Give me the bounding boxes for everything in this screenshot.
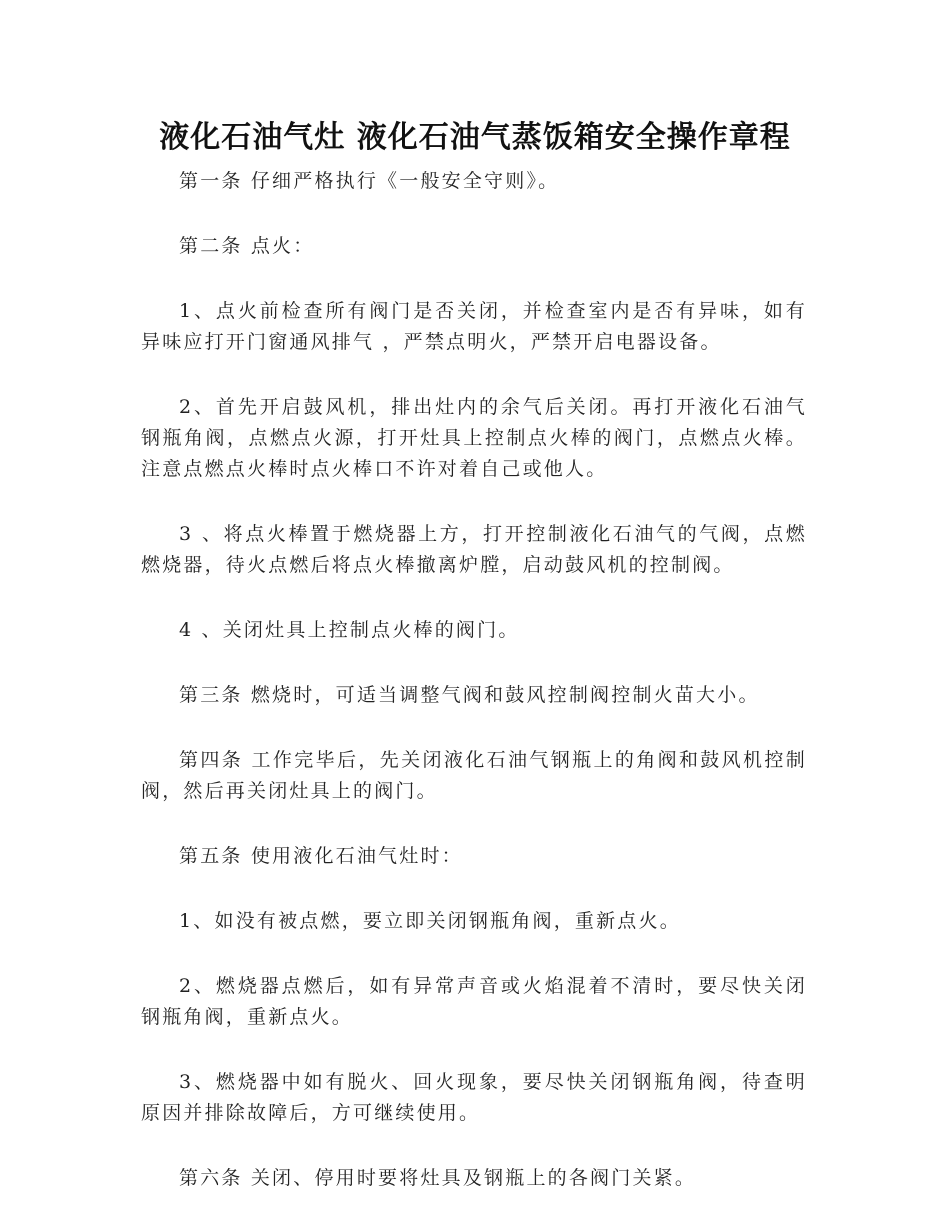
paragraph-article-5-item-3: 3、燃烧器中如有脱火、回火现象，要尽快关闭钢瓶角阀，待查明原因并排除故障后，方可继续使用。 bbox=[141, 1071, 807, 1124]
paragraph-article-5-item-2: 2、燃烧器点燃后，如有异常声音或火焰混着不清时，要尽快关闭钢瓶角阀，重新点火。 bbox=[141, 975, 807, 1028]
paragraph-article-2-item-1: 1、点火前检查所有阀门是否关闭，并检查室内是否有异味，如有异味应打开门窗通风排气 ，严禁点明火，严禁开启电器设备。 bbox=[141, 300, 807, 353]
paragraph-article-5: 第五条 使用液化石油气灶时： bbox=[179, 845, 463, 867]
paragraph-article-6: 第六条 关闭、停用时要将灶具及钢瓶上的各阀门关紧。 bbox=[179, 1167, 697, 1189]
document-title: 液化石油气灶 液化石油气蒸饭箱安全操作章程 bbox=[159, 120, 791, 155]
document-body bbox=[141, 166, 807, 1228]
paragraph-article-2-item-3: 3 、将点火棒置于燃烧器上方，打开控制液化石油气的气阀，点燃燃烧器，待火点燃后将点火棒撤离炉膛，启动鼓风机的控制阀。 bbox=[141, 523, 807, 576]
paragraph-article-3: 第三条 燃烧时，可适当调整气阀和鼓风控制阀控制火苗大小。 bbox=[179, 684, 760, 706]
paragraph-article-5-item-1: 1、如没有被点燃，要立即关闭钢瓶角阀，重新点火。 bbox=[179, 910, 681, 932]
paragraph-article-4: 第四条 工作完毕后，先关闭液化石油气钢瓶上的角阀和鼓风机控制阀，然后再关闭灶具上的阀门。 bbox=[141, 749, 807, 802]
paragraph-article-2-item-2: 2、首先开启鼓风机，排出灶内的余气后关闭。再打开液化石油气钢瓶角阀，点燃点火源，打开灶具上控制点火棒的阀门，点燃点火棒。注意点燃点火棒时点火棒口不许对着自己或他人。 bbox=[141, 396, 807, 480]
paragraph-article-2: 第二条 点火： bbox=[179, 235, 315, 257]
paragraph-article-1: 第一条 仔细严格执行《一般安全守则》。 bbox=[179, 170, 560, 192]
paragraph-article-2-item-4: 4 、关闭灶具上控制点火棒的阀门。 bbox=[179, 619, 520, 641]
